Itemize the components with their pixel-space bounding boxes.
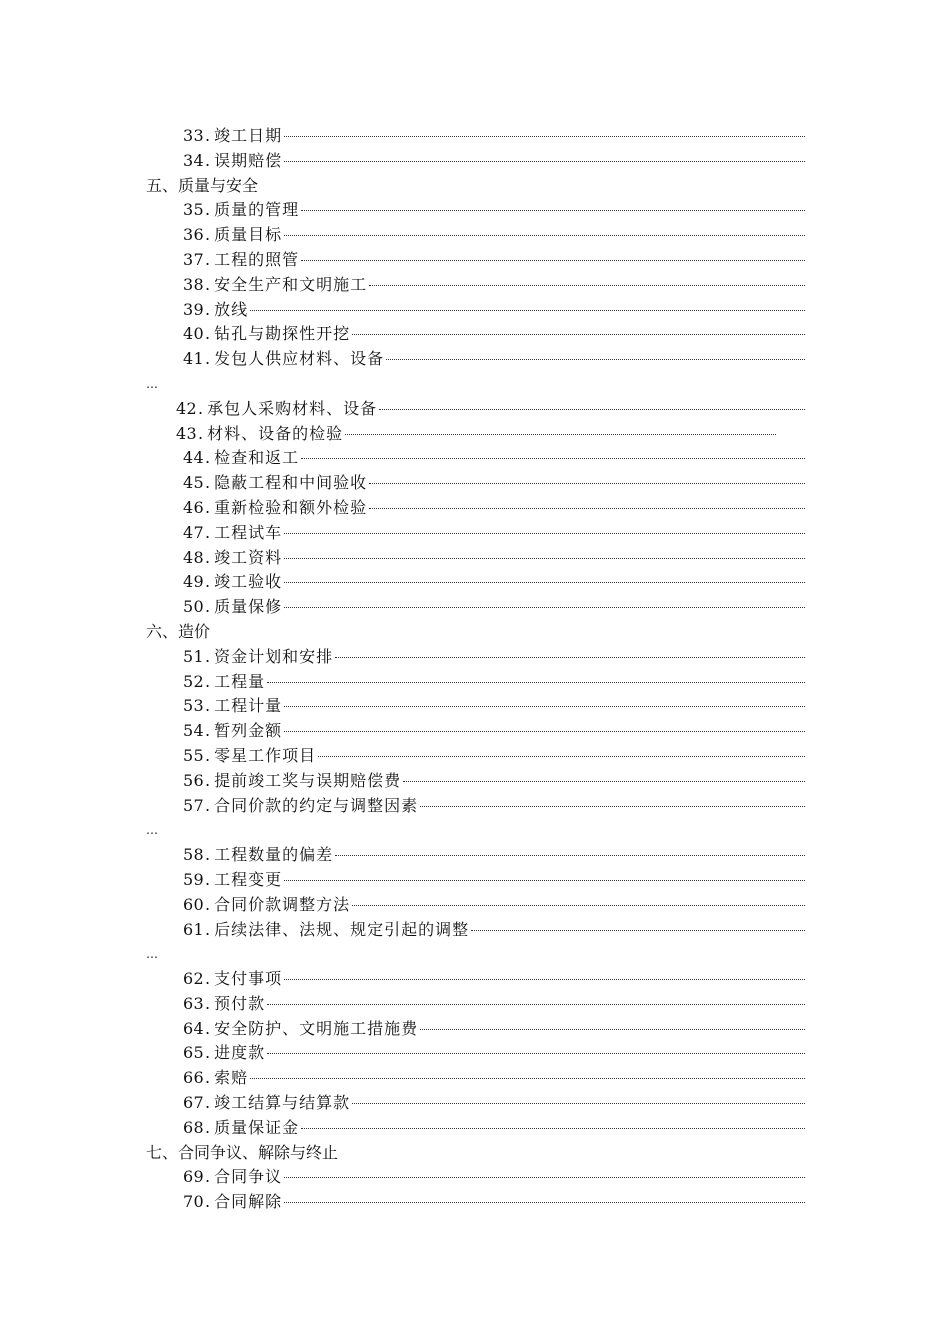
entry-separator: . <box>204 1192 211 1212</box>
entry-number: 70 <box>183 1192 204 1212</box>
entry-number: 34 <box>183 150 204 170</box>
entry-label: 支付事项 <box>214 969 283 989</box>
entry-separator: . <box>204 349 211 369</box>
dot-leader <box>267 1003 805 1005</box>
entry-separator: . <box>204 1018 211 1038</box>
toc-entry-69 <box>0 1165 805 1190</box>
entry-separator: . <box>204 696 211 716</box>
entry-number: 66 <box>183 1068 204 1088</box>
entry-separator: . <box>204 473 211 493</box>
entry-number: 37 <box>183 249 204 269</box>
entry-label: 索赔 <box>214 1068 249 1088</box>
toc-entry-42 <box>0 397 805 422</box>
entry-number: 38 <box>183 274 204 294</box>
toc-entry-38 <box>0 273 805 298</box>
toc-entry-51 <box>0 645 805 670</box>
dot-leader <box>420 1028 805 1030</box>
entry-separator: . <box>204 597 211 617</box>
entry-number: 49 <box>183 572 204 592</box>
toc-entry-58 <box>0 843 805 868</box>
dot-leader <box>284 532 805 534</box>
entry-label: 安全防护、文明施工措施费 <box>214 1018 419 1038</box>
entry-label: 误期赔偿 <box>214 150 283 170</box>
entry-label: 安全生产和文明施工 <box>214 274 368 294</box>
dot-leader <box>301 259 805 261</box>
entry-separator: . <box>204 671 211 691</box>
entry-separator: . <box>197 423 204 443</box>
entry-separator: . <box>204 1167 211 1187</box>
dot-leader <box>284 730 805 732</box>
dot-leader <box>386 358 805 360</box>
entry-label: 承包人采购材料、设备 <box>207 398 378 418</box>
dot-leader <box>369 482 805 484</box>
table-of-contents <box>0 124 950 1215</box>
entry-separator: . <box>204 1117 211 1137</box>
dot-leader <box>267 1052 805 1054</box>
entry-label: 质量保修 <box>214 597 283 617</box>
entry-separator: . <box>204 646 211 666</box>
entry-separator: . <box>204 299 211 319</box>
dot-leader <box>284 1176 805 1178</box>
dot-leader <box>369 507 805 509</box>
entry-separator: . <box>204 126 211 145</box>
entry-label: 合同价款的约定与调整因素 <box>214 795 419 815</box>
entry-label: 工程的照管 <box>214 249 300 269</box>
toc-entry-47 <box>0 521 805 546</box>
toc-entry-39 <box>0 298 805 323</box>
entry-label: 工程量 <box>214 671 266 691</box>
entry-label: 提前竣工奖与误期赔偿费 <box>214 770 402 790</box>
toc-entry-66 <box>0 1066 805 1091</box>
entry-separator: . <box>204 448 211 468</box>
dot-leader <box>420 805 805 807</box>
entry-separator: . <box>204 324 211 344</box>
dot-leader <box>301 457 805 459</box>
toc-entry-45 <box>0 471 805 496</box>
dot-leader <box>284 557 805 559</box>
entry-number: 68 <box>183 1117 204 1137</box>
dot-leader <box>250 1077 805 1079</box>
entry-label: 工程变更 <box>214 869 283 889</box>
entry-separator: . <box>204 845 211 865</box>
dot-leader <box>403 780 805 782</box>
entry-label: 重新检验和额外检验 <box>214 497 368 517</box>
entry-number: 57 <box>183 795 204 815</box>
entry-number: 50 <box>183 597 204 617</box>
toc-entry-46 <box>0 496 805 521</box>
toc-entry-64 <box>0 1017 805 1042</box>
entry-label: 后续法律、法规、规定引起的调整 <box>214 919 470 939</box>
toc-entry-53 <box>0 694 805 719</box>
dot-leader <box>301 209 805 211</box>
dot-leader <box>250 309 805 311</box>
dot-leader <box>352 1102 805 1104</box>
entry-separator: . <box>204 249 211 269</box>
toc-entry-37 <box>0 248 805 273</box>
entry-number: 44 <box>183 448 204 468</box>
dot-leader <box>284 705 805 707</box>
continuation-mark: … <box>146 823 158 838</box>
entry-label: 竣工结算与结算款 <box>214 1093 351 1113</box>
dot-leader <box>345 433 776 435</box>
toc-entry-36 <box>0 223 805 248</box>
continuation-mark: … <box>146 947 158 962</box>
entry-label: 进度款 <box>214 1043 266 1063</box>
entry-number: 55 <box>183 745 204 765</box>
entry-separator: . <box>204 869 211 889</box>
entry-number: 69 <box>183 1167 204 1187</box>
entry-label: 发包人供应材料、设备 <box>214 349 385 369</box>
entry-label: 放线 <box>214 299 249 319</box>
entry-label: 竣工资料 <box>214 547 283 567</box>
entry-label: 合同价款调整方法 <box>214 894 351 914</box>
entry-label: 预付款 <box>214 993 266 1013</box>
dot-leader <box>284 978 805 980</box>
entry-number: 39 <box>183 299 204 319</box>
entry-separator: . <box>204 547 211 567</box>
toc-entry-63 <box>0 992 805 1017</box>
toc-entry-61 <box>0 918 805 943</box>
entry-separator: . <box>204 969 211 989</box>
toc-entry-65 <box>0 1041 805 1066</box>
section-heading: 七、合同争议、解除与终止 <box>146 1142 339 1162</box>
entry-number: 61 <box>183 919 204 939</box>
dot-leader <box>284 581 805 583</box>
entry-separator: . <box>204 721 211 741</box>
entry-number: 48 <box>183 547 204 567</box>
continuation-mark: … <box>146 376 158 391</box>
entry-separator: . <box>204 894 211 914</box>
section-heading: 六、造价 <box>146 621 211 641</box>
entry-number: 65 <box>183 1043 204 1063</box>
entry-number: 41 <box>183 349 204 369</box>
entry-label: 质量目标 <box>214 225 283 245</box>
entry-number: 63 <box>183 993 204 1013</box>
dot-leader <box>352 904 805 906</box>
entry-separator: . <box>204 770 211 790</box>
entry-number: 45 <box>183 473 204 493</box>
entry-separator: . <box>204 200 211 220</box>
dot-leader <box>284 1201 805 1203</box>
dot-leader <box>318 755 805 757</box>
entry-label: 钻孔与勘探性开挖 <box>214 324 351 344</box>
entry-separator: . <box>204 522 211 542</box>
entry-separator: . <box>204 795 211 815</box>
toc-entry-67 <box>0 1091 805 1116</box>
toc-entry-41 <box>0 347 805 372</box>
toc-entry-48 <box>0 546 805 571</box>
dot-leader <box>284 160 805 162</box>
toc-entry-59 <box>0 868 805 893</box>
entry-number: 51 <box>183 646 204 666</box>
dot-leader <box>369 284 805 286</box>
dot-leader <box>352 333 805 335</box>
entry-separator: . <box>204 745 211 765</box>
toc-entry-55 <box>0 744 805 769</box>
toc-entry-33 <box>0 124 805 149</box>
entry-label: 材料、设备的检验 <box>207 423 344 443</box>
dot-leader <box>284 606 805 608</box>
dot-leader <box>471 929 805 931</box>
entry-separator: . <box>204 497 211 517</box>
toc-entry-70 <box>0 1190 805 1215</box>
entry-label: 竣工验收 <box>214 572 283 592</box>
toc-entry-43 <box>0 422 776 447</box>
entry-label: 工程计量 <box>214 696 283 716</box>
entry-number: 35 <box>183 200 204 220</box>
entry-label: 检查和返工 <box>214 448 300 468</box>
toc-entry-62 <box>0 967 805 992</box>
entry-label: 质量的管理 <box>214 200 300 220</box>
entry-number: 59 <box>183 869 204 889</box>
entry-number: 67 <box>183 1093 204 1113</box>
entry-number: 43 <box>176 423 197 443</box>
entry-number: 47 <box>183 522 204 542</box>
toc-entry-49 <box>0 570 805 595</box>
dot-leader <box>284 135 805 137</box>
toc-entry-52 <box>0 670 805 695</box>
entry-number: 33 <box>183 126 204 145</box>
entry-number: 46 <box>183 497 204 517</box>
entry-number: 54 <box>183 721 204 741</box>
entry-number: 64 <box>183 1018 204 1038</box>
entry-separator: . <box>197 398 204 418</box>
toc-entry-34 <box>0 149 805 174</box>
toc-entry-56 <box>0 769 805 794</box>
entry-label: 隐蔽工程和中间验收 <box>214 473 368 493</box>
entry-label: 工程试车 <box>214 522 283 542</box>
entry-number: 56 <box>183 770 204 790</box>
section-heading: 五、质量与安全 <box>146 175 259 195</box>
entry-label: 暂列金额 <box>214 721 283 741</box>
entry-label: 合同解除 <box>214 1192 283 1212</box>
entry-label: 工程数量的偏差 <box>214 845 334 865</box>
entry-label: 合同争议 <box>214 1167 283 1187</box>
toc-entry-54 <box>0 719 805 744</box>
dot-leader <box>335 656 805 658</box>
dot-leader <box>301 1127 805 1129</box>
dot-leader <box>284 234 805 236</box>
entry-number: 40 <box>183 324 204 344</box>
toc-entry-50 <box>0 595 805 620</box>
toc-entry-40 <box>0 322 805 347</box>
dot-leader <box>335 854 805 856</box>
entry-label: 质量保证金 <box>214 1117 300 1137</box>
entry-number: 36 <box>183 225 204 245</box>
entry-label: 零星工作项目 <box>214 745 317 765</box>
entry-number: 42 <box>176 398 197 418</box>
entry-separator: . <box>204 1093 211 1113</box>
entry-number: 58 <box>183 845 204 865</box>
entry-separator: . <box>204 225 211 245</box>
toc-entry-60 <box>0 893 805 918</box>
entry-separator: . <box>204 1043 211 1063</box>
dot-leader <box>267 681 805 683</box>
entry-number: 62 <box>183 969 204 989</box>
toc-entry-57 <box>0 794 805 819</box>
entry-label: 竣工日期 <box>214 126 283 145</box>
toc-entry-35 <box>0 198 805 223</box>
dot-leader <box>284 879 805 881</box>
dot-leader <box>379 408 805 410</box>
entry-separator: . <box>204 572 211 592</box>
entry-number: 52 <box>183 671 204 691</box>
entry-separator: . <box>204 993 211 1013</box>
entry-separator: . <box>204 1068 211 1088</box>
toc-entry-68 <box>0 1116 805 1141</box>
entry-number: 53 <box>183 696 204 716</box>
entry-number: 60 <box>183 894 204 914</box>
entry-separator: . <box>204 274 211 294</box>
entry-separator: . <box>204 919 211 939</box>
toc-entry-44 <box>0 446 805 471</box>
entry-label: 资金计划和安排 <box>214 646 334 666</box>
entry-separator: . <box>204 150 211 170</box>
